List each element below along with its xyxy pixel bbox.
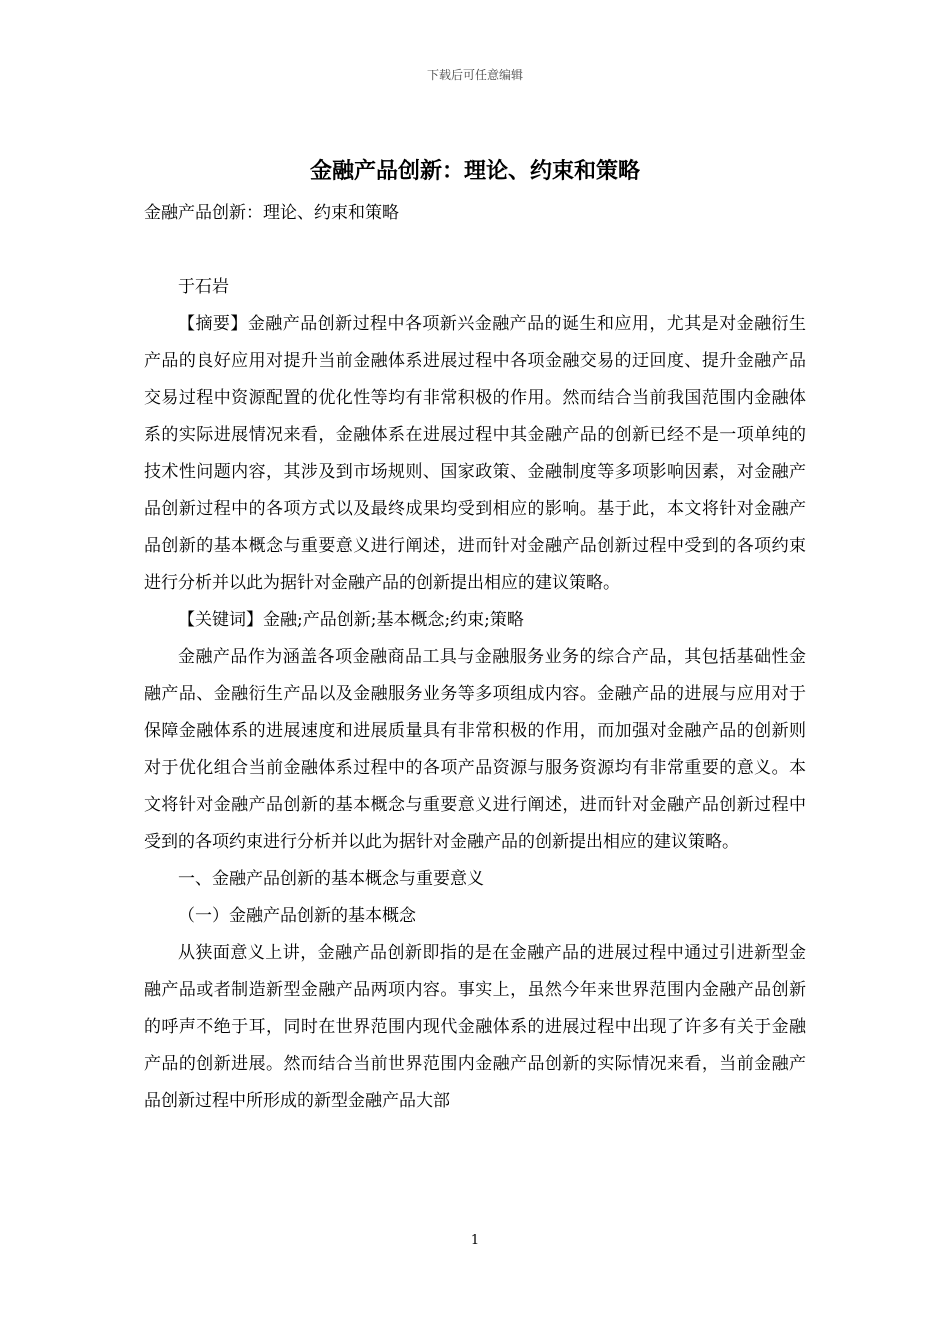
blank-line	[144, 232, 806, 269]
page-header-note: 下载后可任意编辑	[426, 68, 523, 82]
intro-paragraph: 金融产品作为涵盖各项金融商品工具与金融服务业务的综合产品，其包括基础性金融产品、金融衍生产品以及金融服务业务等多项组成内容。金融产品的进展与应用对于保障金融体系的进展速度和进展质量具有非常积极的作用，而加强对金融产品的创新则对于优化组合当前金融体系过程中的各项产品资源与服务资源均有非常重要的意义。本文将针对金融产品创新的基本概念与重要意义进行阐述，进而针对金融产品创新过程中受到的各项约束进行分析并以此为据针对金融产品的创新提出相应的建议策略。	[144, 647, 806, 852]
section-heading-1: 一、金融产品创新的基本概念与重要意义	[178, 869, 484, 889]
body-paragraph-1: 从狭面意义上讲，金融产品创新即指的是在金融产品的进展过程中通过引进新型金融产品或者制造新型金融产品两项内容。事实上，虽然今年来世界范围内金融产品创新的呼声不绝于耳，同时在世界范围内现代金融体系的进展过程中出现了许多有关于金融产品的创新进展。然而结合当前世界范围内金融产品创新的实际情况来看，当前金融产品创新过程中所形成的新型金融产品大部	[144, 943, 806, 1111]
author-name: 于石岩	[178, 277, 229, 297]
abstract-paragraph: 【摘要】金融产品创新过程中各项新兴金融产品的诞生和应用，尤其是对金融衍生产品的良好应用对提升当前金融体系进展过程中各项金融交易的迂回度、提升金融产品交易过程中资源配置的优化性等均有非常积极的作用。然而结合当前我国范围内金融体系的实际进展情况来看，金融体系在进展过程中其金融产品的创新已经不是一项单纯的技术性问题内容，其涉及到市场规则、国家政策、金融制度等多项影响因素，对金融产品创新过程中的各项方式以及最终成果均受到相应的影响。基于此，本文将针对金融产品创新的基本概念与重要意义进行阐述，进而针对金融产品创新过程中受到的各项约束进行分析并以此为据针对金融产品的创新提出相应的建议策略。	[144, 314, 806, 593]
subtitle-line: 金融产品创新：理论、约束和策略	[144, 203, 399, 223]
document-body	[144, 195, 806, 1120]
document-title: 金融产品创新：理论、约束和策略	[309, 159, 640, 184]
keywords-paragraph: 【关键词】金融;产品创新;基本概念;约束;策略	[178, 610, 524, 630]
page-number: 1	[470, 1233, 480, 1248]
subsection-heading-1-1: （一）金融产品创新的基本概念	[178, 906, 416, 926]
